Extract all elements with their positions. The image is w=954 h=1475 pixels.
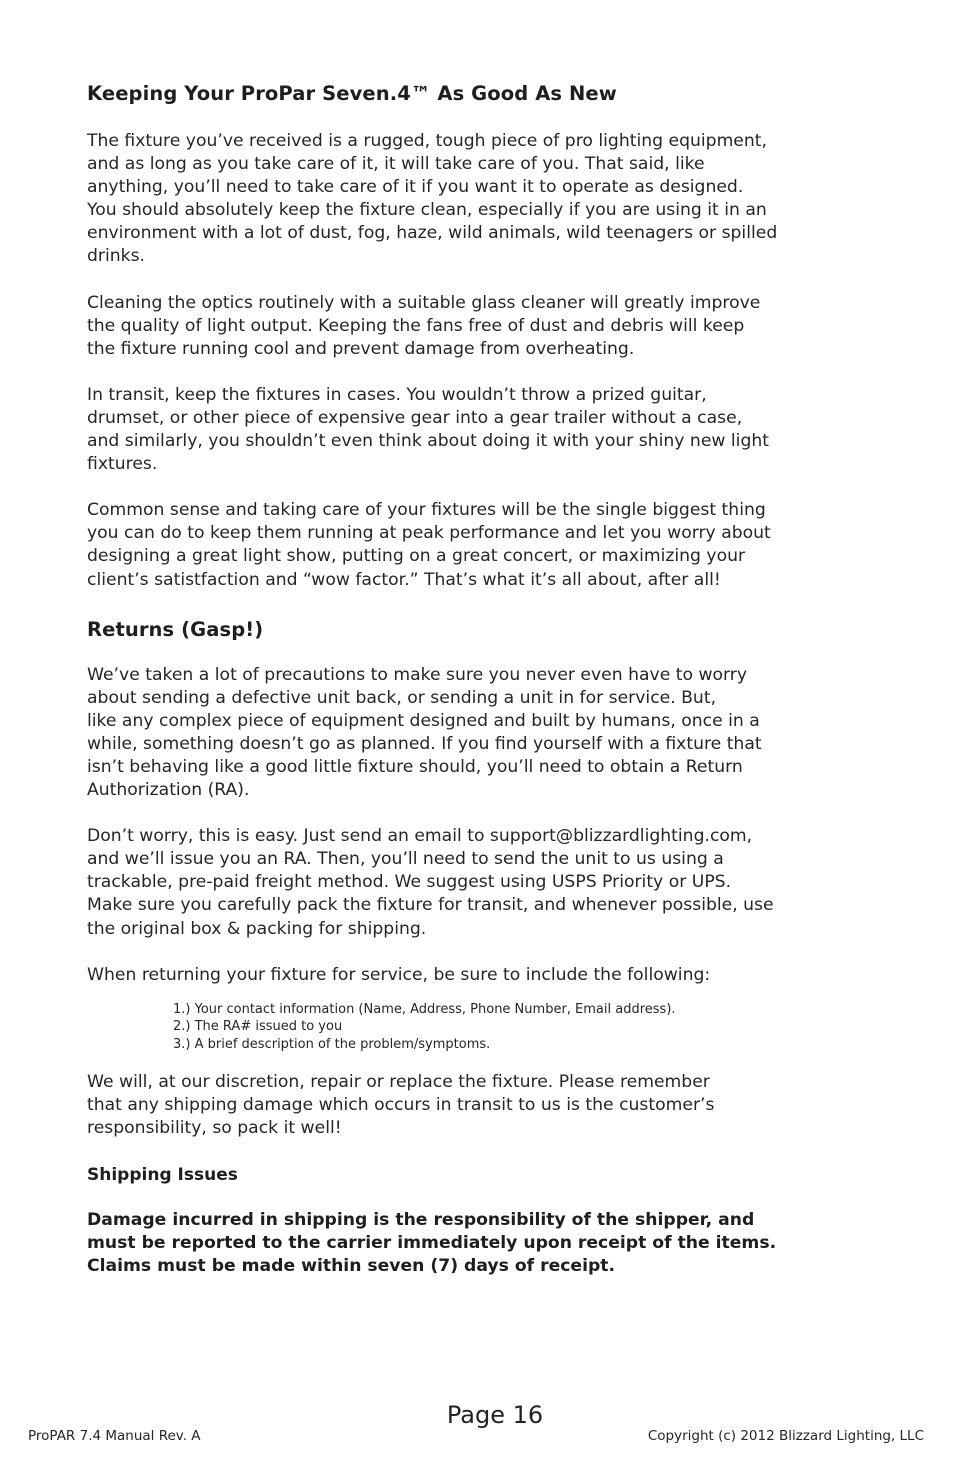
care-paragraph-4: Common sense and taking care of your fixtures will be the single biggest thing you can do to keep them running at peak performance and let you worry about designing a great light show, putting on a great concert, or maximizing your client’s satistfaction and “wow factor.” That’s what it’s all about, after all! bbox=[87, 500, 771, 590]
footer-copyright: Copyright (c) 2012 Blizzard Lighting, LLC bbox=[647, 1428, 924, 1444]
footer-manual-revision: ProPAR 7.4 Manual Rev. A bbox=[28, 1428, 201, 1444]
returns-paragraph-4: We will, at our discretion, repair or replace the fixture. Please remember that any shipping damage which occurs in transit to us is the customer’s responsibility, so pack it well! bbox=[87, 1072, 715, 1139]
returns-paragraph-2: Don’t worry, this is easy. Just send an email to support@blizzardlighting.com, and we’ll issue you an RA. Then, you’ll need to send the unit to us using a trackable, pre-paid freight method. We suggest using USPS Priority or UPS. Make sure you carefully pack the fixture for transit, and whenever possible, use the original box & packing for shipping. bbox=[87, 826, 774, 939]
section-heading-care: Keeping Your ProPar Seven.4™ As Good As New bbox=[87, 82, 617, 105]
shipping-issues-heading: Shipping Issues bbox=[87, 1164, 238, 1185]
section-heading-returns: Returns (Gasp!) bbox=[87, 617, 264, 641]
shipping-issues-text: Damage incurred in shipping is the responsibility of the shipper, and must be reported to the carrier immediately upon receipt of the items. Claims must be made within seven (7) days of receipt. bbox=[87, 1209, 777, 1276]
list-item: 3.) A brief description of the problem/symptoms. bbox=[173, 1036, 491, 1052]
list-item: 1.) Your contact information (Name, Address, Phone Number, Email address). bbox=[173, 1001, 676, 1017]
page-number: Page 16 bbox=[446, 1401, 544, 1429]
care-paragraph-1: The fixture you’ve received is a rugged, tough piece of pro lighting equipment, and as long as you take care of it, it will take care of you. That said, like anything, you’ll need to take care of it if you want it to operate as designed. You should absolutely keep the fixture clean, especially if you are using it in an environment with a lot of dust, fog, haze, wild animals, wild teenagers or spilled drinks. bbox=[87, 131, 778, 267]
care-paragraph-3: In transit, keep the fixtures in cases. You wouldn’t throw a prized guitar, drumset, or other piece of expensive gear into a gear trailer without a case, and similarly, you shouldn’t even think about doing it with your shiny new light fixtures. bbox=[87, 384, 770, 475]
returns-paragraph-1: We’ve taken a lot of precautions to make sure you never even have to worry about sending a defective unit back, or sending a unit in for service. But, like any complex piece of equipment designed and built by humans, once in a while, something doesn’t go as planned. If you find yourself with a fixture that isn’t behaving like a good little fixture should, you’ll need to obtain a Return Authorization (RA). bbox=[87, 664, 762, 801]
list-item: 2.) The RA# issued to you bbox=[173, 1019, 343, 1035]
care-paragraph-2: Cleaning the optics routinely with a suitable glass cleaner will greatly improve the quality of light output. Keeping the fans free of dust and debris will keep the fixture running cool and prevent damage from overheating. bbox=[87, 292, 761, 359]
page-content bbox=[87, 82, 887, 1278]
return-requirements-list bbox=[173, 1001, 887, 1054]
returns-paragraph-3: When returning your fixture for service, be sure to include the following: bbox=[87, 964, 711, 985]
